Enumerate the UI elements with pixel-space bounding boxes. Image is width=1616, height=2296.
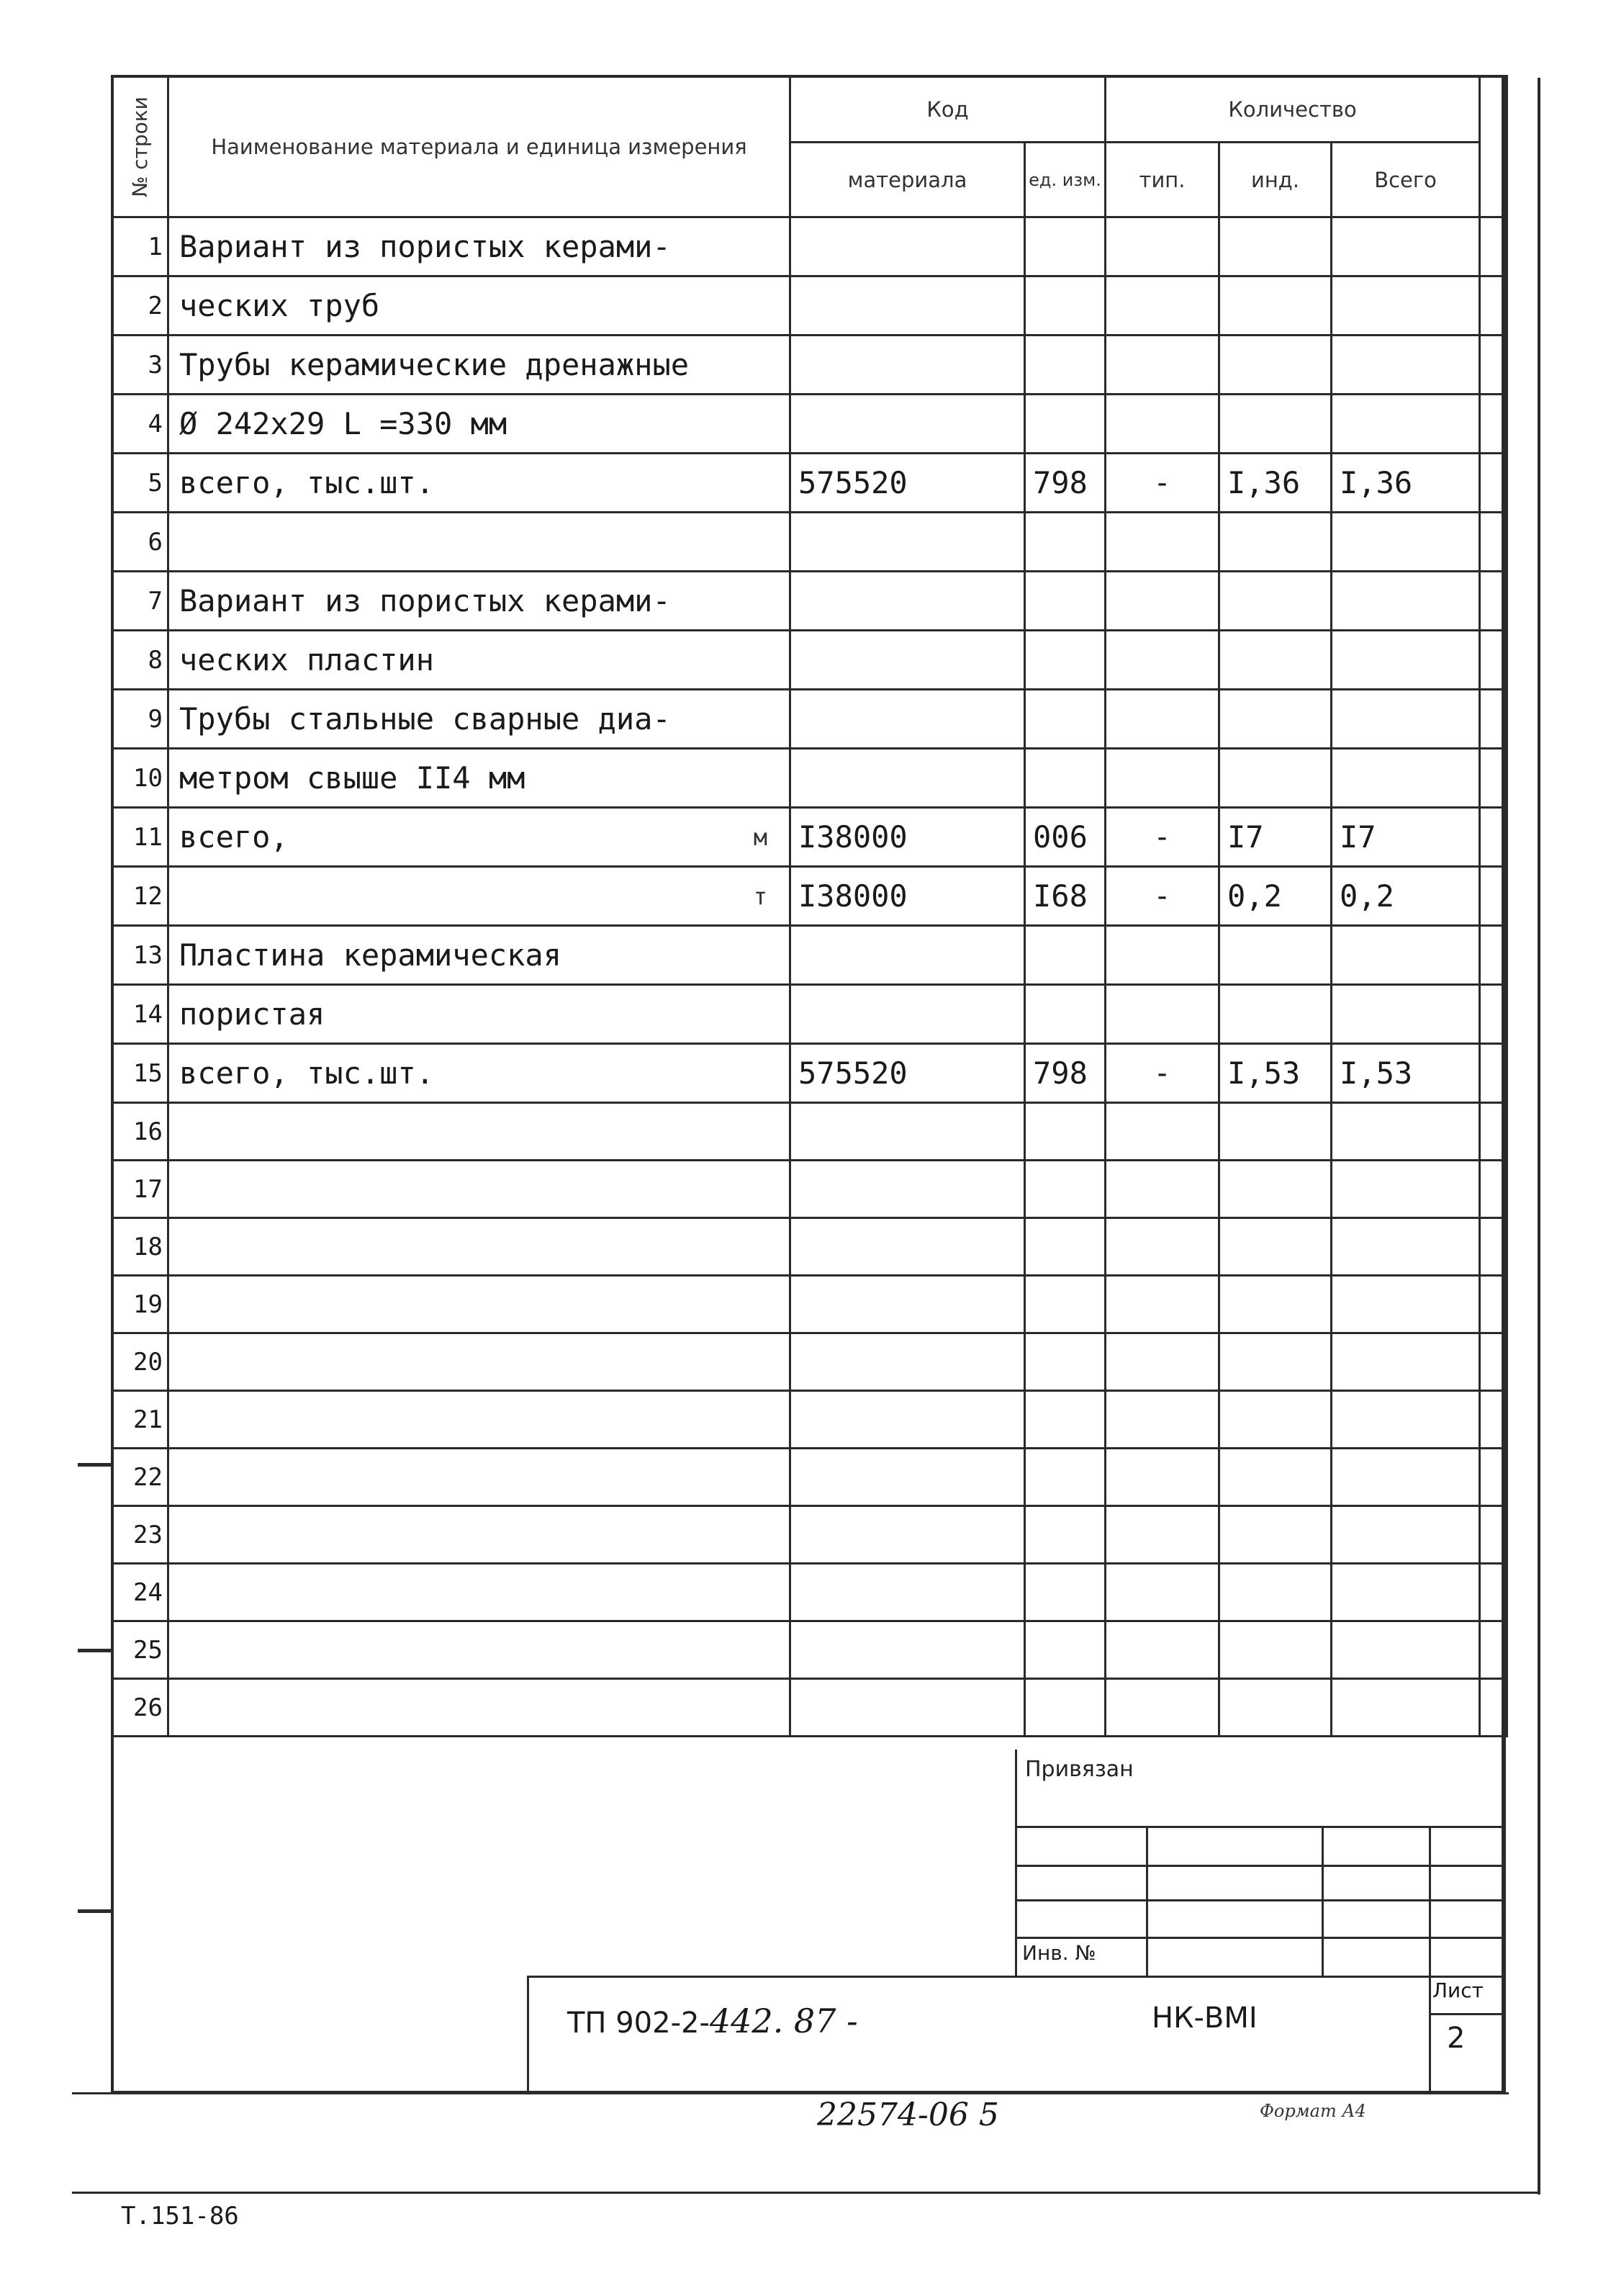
- quantity-typ-cell: -: [1106, 454, 1219, 513]
- spacer-cell: [1480, 1621, 1507, 1679]
- table-row: [112, 926, 1507, 985]
- quantity-ind-cell: [1219, 926, 1332, 985]
- table-row: [112, 1161, 1507, 1218]
- header-qty-ind: инд.: [1219, 143, 1332, 217]
- spacer-cell: [1480, 217, 1507, 276]
- material-code-cell: I38000: [790, 808, 1025, 867]
- material-code-cell: [790, 572, 1025, 631]
- unit-code-cell: [1025, 1621, 1106, 1679]
- material-name-cell: метром свыше II4 мм: [168, 749, 790, 808]
- quantity-typ-cell: [1106, 217, 1219, 276]
- quantity-typ-cell: [1106, 513, 1219, 572]
- spacer-cell: [1480, 926, 1507, 985]
- unit-code-cell: [1025, 749, 1106, 808]
- unit-label: м: [753, 823, 767, 851]
- quantity-total-cell: I7: [1332, 808, 1480, 867]
- material-name-cell: [168, 1391, 790, 1449]
- spacer-cell: [1480, 454, 1507, 513]
- quantity-total-cell: I,53: [1332, 1044, 1480, 1103]
- quantity-total-cell: [1332, 572, 1480, 631]
- quantity-typ-cell: [1106, 1506, 1219, 1564]
- material-name-cell: [168, 1276, 790, 1333]
- unit-code-cell: [1025, 1564, 1106, 1621]
- material-name-cell: [168, 1333, 790, 1391]
- material-code-cell: [790, 1506, 1025, 1564]
- sheet-label: Лист: [1432, 1978, 1484, 2002]
- material-name-cell: [168, 867, 790, 926]
- table-row: [112, 749, 1507, 808]
- spacer-cell: [1480, 1276, 1507, 1333]
- inventory-label: Инв. №: [1022, 1941, 1096, 1965]
- row-number-cell: 9: [112, 690, 168, 749]
- paper-format: Формат А4: [1260, 2101, 1366, 2121]
- binding-vline-2: [1322, 1826, 1324, 1976]
- unit-code-cell: I68: [1025, 867, 1106, 926]
- unit-code-cell: [1025, 572, 1106, 631]
- quantity-ind-cell: I,36: [1219, 454, 1332, 513]
- table-row: [112, 572, 1507, 631]
- quantity-ind-cell: [1219, 395, 1332, 454]
- spacer-cell: [1480, 276, 1507, 336]
- unit-code-cell: 798: [1025, 454, 1106, 513]
- table-row: [112, 631, 1507, 690]
- quantity-ind-cell: [1219, 1564, 1332, 1621]
- margin-tick-2: [78, 1649, 112, 1652]
- spacer-cell: [1480, 1103, 1507, 1161]
- row-number-cell: 14: [112, 985, 168, 1044]
- binding-vline-1: [1146, 1826, 1148, 1976]
- outer-bottom-line: [72, 2192, 1540, 2194]
- quantity-total-cell: [1332, 1103, 1480, 1161]
- material-code-cell: [790, 690, 1025, 749]
- table-row: [112, 1044, 1507, 1103]
- quantity-typ-cell: [1106, 572, 1219, 631]
- table-row: [112, 1276, 1507, 1333]
- title-block-top-line: [527, 1976, 1506, 1978]
- material-name-cell: Трубы керамические дренажные: [168, 336, 790, 395]
- quantity-typ-cell: [1106, 1333, 1219, 1391]
- table-row: [112, 395, 1507, 454]
- unit-code-cell: [1025, 926, 1106, 985]
- material-name-cell: [168, 513, 790, 572]
- sheet-number: 2: [1447, 2022, 1466, 2055]
- header-spacer: [1480, 76, 1507, 217]
- quantity-typ-cell: [1106, 395, 1219, 454]
- table-row: [112, 217, 1507, 276]
- material-name-cell: всего, м: [168, 808, 790, 867]
- material-code-cell: [790, 1103, 1025, 1161]
- material-name-cell: пористая: [168, 985, 790, 1044]
- quantity-total-cell: [1332, 1679, 1480, 1737]
- quantity-typ-cell: [1106, 1564, 1219, 1621]
- quantity-typ-cell: -: [1106, 808, 1219, 867]
- binding-line-2: [1015, 1865, 1506, 1867]
- quantity-total-cell: I,36: [1332, 454, 1480, 513]
- table-row: [112, 867, 1507, 926]
- sheet-box-divider: [1429, 2013, 1506, 2015]
- quantity-ind-cell: [1219, 276, 1332, 336]
- material-code-cell: [790, 1391, 1025, 1449]
- material-code-cell: [790, 926, 1025, 985]
- header-quantity-group: Количество: [1106, 76, 1480, 143]
- quantity-ind-cell: I,53: [1219, 1044, 1332, 1103]
- row-number-cell: 22: [112, 1449, 168, 1506]
- sheet-box-left-line: [1429, 1976, 1431, 2094]
- quantity-typ-cell: [1106, 1621, 1219, 1679]
- spacer-cell: [1480, 749, 1507, 808]
- material-name-cell: ческих труб: [168, 276, 790, 336]
- material-name-cell: всего, тыс.шт.: [168, 454, 790, 513]
- document-mark: НК-ВМI: [1152, 2002, 1258, 2035]
- outer-right-line: [1538, 78, 1540, 2194]
- material-code-cell: [790, 1276, 1025, 1333]
- material-code-cell: [790, 631, 1025, 690]
- material-code-cell: 575520: [790, 454, 1025, 513]
- material-code-cell: [790, 749, 1025, 808]
- quantity-ind-cell: [1219, 513, 1332, 572]
- quantity-total-cell: [1332, 336, 1480, 395]
- table-row: [112, 1218, 1507, 1276]
- header-qty-typ: тип.: [1106, 143, 1219, 217]
- row-number-cell: 8: [112, 631, 168, 690]
- quantity-total-cell: [1332, 1506, 1480, 1564]
- row-number-cell: 16: [112, 1103, 168, 1161]
- material-name-cell: Ø 242x29 L =330 мм: [168, 395, 790, 454]
- title-block-left-line: [527, 1976, 529, 2094]
- material-code-cell: [790, 1333, 1025, 1391]
- quantity-ind-cell: 0,2: [1219, 867, 1332, 926]
- unit-code-cell: [1025, 1161, 1106, 1218]
- quantity-total-cell: [1332, 1621, 1480, 1679]
- quantity-total-cell: [1332, 513, 1480, 572]
- header-material-name: Наименование материала и единица измерения: [168, 76, 790, 217]
- material-code-cell: [790, 276, 1025, 336]
- unit-code-cell: [1025, 336, 1106, 395]
- material-specification-table: [111, 75, 1508, 1737]
- quantity-ind-cell: [1219, 1679, 1332, 1737]
- table-row: [112, 1103, 1507, 1161]
- spacer-cell: [1480, 985, 1507, 1044]
- spacer-cell: [1480, 336, 1507, 395]
- spacer-cell: [1480, 1044, 1507, 1103]
- row-number-cell: 23: [112, 1506, 168, 1564]
- row-number-cell: 12: [112, 867, 168, 926]
- material-name-cell: Вариант из пористых керами-: [168, 217, 790, 276]
- quantity-total-cell: [1332, 395, 1480, 454]
- material-name-cell: [168, 1679, 790, 1737]
- binding-label: Привязан: [1025, 1757, 1134, 1782]
- binding-line-4: [1015, 1937, 1506, 1939]
- row-number-cell: 5: [112, 454, 168, 513]
- spacer-cell: [1480, 1333, 1507, 1391]
- row-number-cell: 3: [112, 336, 168, 395]
- row-number-cell: 25: [112, 1621, 168, 1679]
- spacer-cell: [1480, 395, 1507, 454]
- quantity-ind-cell: [1219, 1276, 1332, 1333]
- table-row: [112, 1449, 1507, 1506]
- unit-code-cell: [1025, 631, 1106, 690]
- unit-code-cell: [1025, 690, 1106, 749]
- table-row: [112, 1333, 1507, 1391]
- quantity-total-cell: [1332, 1333, 1480, 1391]
- quantity-typ-cell: [1106, 749, 1219, 808]
- quantity-typ-cell: -: [1106, 1044, 1219, 1103]
- quantity-typ-cell: [1106, 631, 1219, 690]
- margin-tick-1: [78, 1463, 112, 1467]
- bottom-border-line: [72, 2092, 1509, 2094]
- spacer-cell: [1480, 572, 1507, 631]
- material-code-cell: [790, 1621, 1025, 1679]
- material-name-cell: [168, 1449, 790, 1506]
- table-row: [112, 454, 1507, 513]
- spacer-cell: [1480, 513, 1507, 572]
- unit-label: т: [753, 882, 767, 910]
- row-number-cell: 20: [112, 1333, 168, 1391]
- material-name-cell: [168, 1564, 790, 1621]
- quantity-ind-cell: [1219, 1391, 1332, 1449]
- material-code-cell: [790, 217, 1025, 276]
- unit-code-cell: [1025, 1506, 1106, 1564]
- document-code: ТП 902-2-442. 87 -: [567, 2002, 858, 2040]
- quantity-typ-cell: [1106, 1391, 1219, 1449]
- material-code-cell: 575520: [790, 1044, 1025, 1103]
- unit-code-cell: [1025, 1679, 1106, 1737]
- quantity-ind-cell: [1219, 1506, 1332, 1564]
- quantity-total-cell: [1332, 276, 1480, 336]
- unit-code-cell: [1025, 276, 1106, 336]
- quantity-ind-cell: [1219, 217, 1332, 276]
- spacer-cell: [1480, 631, 1507, 690]
- quantity-total-cell: [1332, 631, 1480, 690]
- unit-code-cell: [1025, 1218, 1106, 1276]
- quantity-typ-cell: [1106, 276, 1219, 336]
- table-row: [112, 1621, 1507, 1679]
- material-code-cell: [790, 1564, 1025, 1621]
- unit-code-cell: [1025, 217, 1106, 276]
- row-number-cell: 26: [112, 1679, 168, 1737]
- material-code-cell: [790, 1449, 1025, 1506]
- table-row: [112, 808, 1507, 867]
- table-row: [112, 690, 1507, 749]
- material-code-cell: [790, 395, 1025, 454]
- material-code-cell: [790, 1161, 1025, 1218]
- quantity-ind-cell: [1219, 631, 1332, 690]
- unit-code-cell: [1025, 395, 1106, 454]
- form-code: Т.151-86: [121, 2202, 239, 2230]
- unit-code-cell: 798: [1025, 1044, 1106, 1103]
- row-number-cell: 6: [112, 513, 168, 572]
- quantity-ind-cell: [1219, 336, 1332, 395]
- spacer-cell: [1480, 867, 1507, 926]
- binding-vline-3: [1429, 1826, 1431, 1976]
- quantity-ind-cell: [1219, 1449, 1332, 1506]
- quantity-ind-cell: [1219, 690, 1332, 749]
- row-number-cell: 7: [112, 572, 168, 631]
- table-row: [112, 276, 1507, 336]
- archive-number: 22574-06 5: [817, 2097, 999, 2133]
- quantity-ind-cell: I7: [1219, 808, 1332, 867]
- table-row: [112, 1391, 1507, 1449]
- table-row: [112, 1506, 1507, 1564]
- unit-code-cell: [1025, 985, 1106, 1044]
- material-name-cell: Трубы стальные сварные диа-: [168, 690, 790, 749]
- material-name-cell: Пластина керамическая: [168, 926, 790, 985]
- quantity-typ-cell: -: [1106, 867, 1219, 926]
- unit-code-cell: [1025, 1333, 1106, 1391]
- spacer-cell: [1480, 1564, 1507, 1621]
- row-number-cell: 1: [112, 217, 168, 276]
- header-row-number: № строки: [112, 76, 168, 217]
- quantity-ind-cell: [1219, 572, 1332, 631]
- table-row: [112, 1679, 1507, 1737]
- table-row: [112, 1564, 1507, 1621]
- material-name-cell: [168, 1161, 790, 1218]
- material-code-cell: [790, 1679, 1025, 1737]
- unit-code-cell: 006: [1025, 808, 1106, 867]
- header-code-group: Код: [790, 76, 1106, 143]
- quantity-typ-cell: [1106, 1276, 1219, 1333]
- material-name-cell: Вариант из пористых керами-: [168, 572, 790, 631]
- material-name-cell: [168, 1506, 790, 1564]
- margin-tick-3: [78, 1909, 112, 1913]
- spacer-cell: [1480, 1161, 1507, 1218]
- spacer-cell: [1480, 1218, 1507, 1276]
- quantity-typ-cell: [1106, 985, 1219, 1044]
- quantity-typ-cell: [1106, 690, 1219, 749]
- spacer-cell: [1480, 1391, 1507, 1449]
- quantity-ind-cell: [1219, 749, 1332, 808]
- quantity-total-cell: [1332, 985, 1480, 1044]
- unit-code-cell: [1025, 1449, 1106, 1506]
- material-code-cell: [790, 985, 1025, 1044]
- row-number-cell: 4: [112, 395, 168, 454]
- quantity-typ-cell: [1106, 336, 1219, 395]
- quantity-total-cell: [1332, 1161, 1480, 1218]
- material-name-cell: [168, 1218, 790, 1276]
- material-name-cell: всего, тыс.шт.: [168, 1044, 790, 1103]
- quantity-total-cell: [1332, 1276, 1480, 1333]
- row-number-cell: 2: [112, 276, 168, 336]
- quantity-ind-cell: [1219, 1103, 1332, 1161]
- quantity-total-cell: [1332, 1449, 1480, 1506]
- header-qty-total: Всего: [1332, 143, 1480, 217]
- unit-code-cell: [1025, 1391, 1106, 1449]
- quantity-ind-cell: [1219, 1161, 1332, 1218]
- material-code-cell: I38000: [790, 867, 1025, 926]
- material-name-cell: [168, 1621, 790, 1679]
- row-number-cell: 13: [112, 926, 168, 985]
- table-row: [112, 985, 1507, 1044]
- material-name-cell: [168, 1103, 790, 1161]
- row-number-cell: 11: [112, 808, 168, 867]
- row-number-cell: 15: [112, 1044, 168, 1103]
- table-row: [112, 513, 1507, 572]
- quantity-total-cell: [1332, 1564, 1480, 1621]
- quantity-total-cell: 0,2: [1332, 867, 1480, 926]
- quantity-total-cell: [1332, 217, 1480, 276]
- quantity-typ-cell: [1106, 1679, 1219, 1737]
- quantity-typ-cell: [1106, 1449, 1219, 1506]
- spacer-cell: [1480, 690, 1507, 749]
- quantity-typ-cell: [1106, 926, 1219, 985]
- row-number-cell: 19: [112, 1276, 168, 1333]
- quantity-total-cell: [1332, 749, 1480, 808]
- row-number-cell: 17: [112, 1161, 168, 1218]
- spacer-cell: [1480, 808, 1507, 867]
- header-code-unit: ед. изм.: [1025, 143, 1106, 217]
- row-number-cell: 21: [112, 1391, 168, 1449]
- quantity-total-cell: [1332, 690, 1480, 749]
- material-code-cell: [790, 1218, 1025, 1276]
- spacer-cell: [1480, 1449, 1507, 1506]
- quantity-ind-cell: [1219, 1333, 1332, 1391]
- binding-line-1: [1015, 1826, 1506, 1828]
- spacer-cell: [1480, 1506, 1507, 1564]
- material-name-cell: ческих пластин: [168, 631, 790, 690]
- quantity-ind-cell: [1219, 1621, 1332, 1679]
- quantity-typ-cell: [1106, 1103, 1219, 1161]
- unit-code-cell: [1025, 1103, 1106, 1161]
- quantity-ind-cell: [1219, 985, 1332, 1044]
- unit-code-cell: [1025, 1276, 1106, 1333]
- table-row: [112, 336, 1507, 395]
- quantity-total-cell: [1332, 926, 1480, 985]
- material-code-cell: [790, 513, 1025, 572]
- quantity-total-cell: [1332, 1391, 1480, 1449]
- unit-code-cell: [1025, 513, 1106, 572]
- row-number-cell: 24: [112, 1564, 168, 1621]
- spacer-cell: [1480, 1679, 1507, 1737]
- quantity-typ-cell: [1106, 1161, 1219, 1218]
- row-number-cell: 18: [112, 1218, 168, 1276]
- quantity-total-cell: [1332, 1218, 1480, 1276]
- header-code-material: материала: [790, 143, 1025, 217]
- quantity-ind-cell: [1219, 1218, 1332, 1276]
- quantity-typ-cell: [1106, 1218, 1219, 1276]
- material-code-cell: [790, 336, 1025, 395]
- row-number-cell: 10: [112, 749, 168, 808]
- binding-line-3: [1015, 1899, 1506, 1901]
